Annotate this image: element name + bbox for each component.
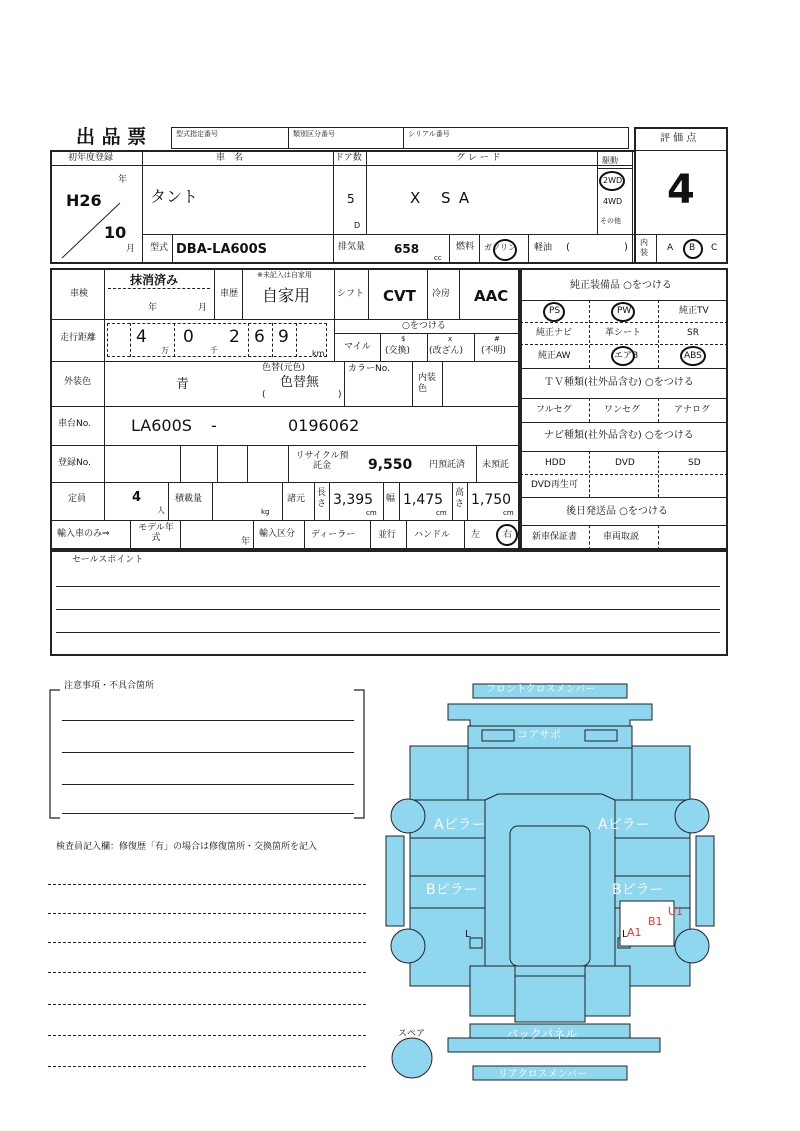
interior-label: 内装 <box>640 238 648 257</box>
back-panel-label: バックパネル <box>506 1027 578 1041</box>
recycle-label: リサイクル預託金 <box>295 451 349 471</box>
equip-navi: 純正ナビ <box>536 328 573 338</box>
l-mark-right: L <box>622 929 628 940</box>
doors-unit: D <box>354 221 361 230</box>
load-unit: kg <box>261 508 270 516</box>
core-support-label: コアサポ <box>517 728 561 741</box>
chassis-prefix: LA600S <box>131 416 192 435</box>
mileage-mile: マイル <box>344 342 371 352</box>
interior-color-label: 内装色 <box>418 373 437 394</box>
front-cross-label: フロントクロスメンバー <box>486 684 596 695</box>
equip-abs-circle <box>680 346 706 366</box>
capacity-value: 4 <box>132 490 142 505</box>
fuel-label: 燃料 <box>456 242 475 252</box>
wheel-front-right <box>675 799 709 833</box>
later-warranty: 新車保証書 <box>532 532 578 542</box>
inspection-year-unit: 年 <box>148 303 158 313</box>
recycle-not: 未預託 <box>482 460 510 470</box>
import-parallel: 並行 <box>378 530 397 540</box>
front-bumper-member <box>448 704 652 726</box>
left-side-sill <box>386 836 404 926</box>
serial-no-label: シリアル番号 <box>408 130 450 138</box>
a-pillar-left-label: Aピラー <box>434 817 486 833</box>
mileage-sen-unit: 千 <box>210 346 218 355</box>
rating-label: 評 価 点 <box>660 133 697 144</box>
inspection-status: 抹消済み <box>130 273 179 287</box>
chassis-label: 車台No. <box>58 419 91 429</box>
rear-floor-left <box>470 966 515 1016</box>
color-no-label: カラーNo. <box>348 364 390 374</box>
color-value: 青 <box>176 377 190 392</box>
ac-label: 冷房 <box>432 289 451 299</box>
header-id-row <box>171 127 629 149</box>
equipment-title: 純正装備品 ○をつける <box>570 280 672 291</box>
b-pillar-left-label: Bピラー <box>426 882 478 898</box>
mileage-digit-4: 6 <box>254 327 265 347</box>
engine-bay <box>468 748 632 800</box>
interior-b: B <box>689 243 696 253</box>
grade-value: X SA <box>410 189 478 207</box>
equip-tv: 純正TV <box>679 306 709 316</box>
right-side-sill <box>696 836 714 926</box>
model-label: 型式 <box>150 243 169 253</box>
first-reg-label: 初年度登録 <box>68 153 114 163</box>
mileage-digit-3: 2 <box>229 327 240 347</box>
car-name-value: タント <box>150 187 199 206</box>
damage-b1: B1 <box>648 915 663 928</box>
import-type-label: 輸入区分 <box>259 529 296 539</box>
repaint-value: 色替無 <box>280 375 320 390</box>
inspector-label: 検査員記入欄：修復歴「有」の場合は修復箇所・交換箇所を記入 <box>56 842 318 852</box>
wheel-front-left <box>391 799 425 833</box>
registration-label: 登録No. <box>58 458 91 468</box>
drive-4wd: 4WD <box>603 197 623 206</box>
interior-b-circle <box>683 239 703 259</box>
tv-analog: アナログ <box>674 405 711 415</box>
handle-right: 右 <box>503 530 513 540</box>
caution-bracket <box>46 681 368 824</box>
rating-value: 4 <box>667 167 695 213</box>
navi-sd: SD <box>688 458 701 468</box>
fuel-paren-close: ) <box>624 242 628 253</box>
inspection-month-unit: 月 <box>198 303 208 313</box>
capacity-unit: 人 <box>157 506 165 515</box>
month-unit: 月 <box>126 244 136 254</box>
era-year: H26 <box>66 191 102 210</box>
category-no-label: 類別区分番号 <box>293 130 335 138</box>
mileage-unknown: (不明) <box>481 346 507 356</box>
drive-label: 駆動 <box>602 156 618 165</box>
repaint-label: 色替(元色) <box>262 363 306 373</box>
tv-fullseg: フルセグ <box>536 405 572 415</box>
repaint-paren-close: ) <box>338 390 342 400</box>
navi-title: ナビ種類(社外品含む) ○をつける <box>544 430 694 441</box>
navi-dvd-play: DVD再生可 <box>531 480 578 490</box>
height-unit: cm <box>503 509 514 517</box>
mileage-km-unit: km <box>312 349 325 358</box>
exchange-sym: $ <box>401 335 406 343</box>
model-value: DBA-LA600S <box>176 242 267 257</box>
sales-point-box <box>50 550 728 656</box>
equip-sr: SR <box>687 328 699 338</box>
history-label: 車歴 <box>220 289 239 299</box>
drive-2wd-circle <box>599 171 625 191</box>
mileage-digit-2: 0 <box>183 327 194 347</box>
fuel-diesel: 軽油 <box>534 243 553 253</box>
displacement-unit: cc <box>434 254 442 262</box>
mileage-exchange: (交換) <box>385 346 411 356</box>
mileage-circle-note: ○をつける <box>402 321 446 331</box>
mileage-digit-5: 9 <box>278 327 289 347</box>
equip-pw-circle <box>611 302 635 322</box>
dims-label: 諸元 <box>287 494 306 504</box>
navi-dvd: DVD <box>615 458 635 468</box>
month-value: 10 <box>104 223 127 242</box>
unknown-sym: # <box>494 335 500 343</box>
handle-left: 左 <box>471 530 481 540</box>
capacity-label: 定員 <box>68 494 87 504</box>
doors-value: 5 <box>347 192 355 206</box>
damage-a1: A1 <box>627 926 642 939</box>
car-name-label: 車 名 <box>216 153 244 163</box>
drive-2wd: 2WD <box>603 176 623 185</box>
equip-aw: 純正AW <box>538 351 571 361</box>
length-unit: cm <box>366 509 377 517</box>
rear-quarter-damaged <box>620 901 674 946</box>
history-note: ※未記入は自家用 <box>257 271 312 279</box>
equip-airbag-circle <box>611 346 635 366</box>
mileage-label: 走行距離 <box>60 333 97 343</box>
handle-label: ハンドル <box>414 530 451 540</box>
equip-abs: ABS <box>684 351 702 361</box>
ac-value: AAC <box>474 287 509 305</box>
mileage-digit-1: 4 <box>136 327 147 347</box>
a-pillar-right-label: Aピラー <box>598 817 650 833</box>
tv-title: ＴＶ種類(社外品含む) ○をつける <box>544 377 694 388</box>
history-value: 自家用 <box>262 286 311 305</box>
displacement-label: 排気量 <box>338 242 366 252</box>
width-label: 幅 <box>386 494 396 504</box>
damage-u1: U1 <box>668 905 684 918</box>
color-label: 外装色 <box>64 377 92 387</box>
navi-hdd: HDD <box>545 458 566 468</box>
trunk-floor <box>515 976 585 1022</box>
tv-oneseg: ワンセグ <box>604 405 641 415</box>
inspection-label: 車検 <box>70 289 89 299</box>
height-label: 高さ <box>455 488 465 509</box>
interior-a: A <box>667 243 674 253</box>
width-unit: cm <box>436 509 447 517</box>
wheel-rear-right <box>675 929 709 963</box>
spare-tire <box>392 1038 432 1078</box>
spare-label: スペア <box>398 1029 426 1039</box>
mileage-man-unit: 万 <box>161 346 169 355</box>
displacement-value: 658 <box>394 242 420 256</box>
model-year-label: モデル年式 <box>138 523 174 543</box>
rear-cross-label: リアクロスメンバー <box>498 1069 587 1080</box>
rear-floor-right <box>585 966 630 1016</box>
handle-right-circle <box>496 524 518 546</box>
width-value: 1,475 <box>403 492 444 508</box>
repaint-paren-open: ( <box>262 390 266 400</box>
equip-ps: PS <box>549 306 561 316</box>
height-value: 1,750 <box>471 492 512 508</box>
later-title: 後日発送品 ○をつける <box>566 506 668 517</box>
sheet-title: 出 品 票 <box>76 126 147 148</box>
roof-panel <box>485 794 615 986</box>
chassis-dash: - <box>211 416 217 435</box>
altered-sym: x <box>448 335 453 343</box>
fuel-gasoline-circle <box>493 239 517 261</box>
length-value: 3,395 <box>333 492 374 508</box>
front-left-apron <box>410 746 468 800</box>
caution-label: 注意事項・不具合箇所 <box>64 681 155 691</box>
recycle-done: 円預託済 <box>429 460 466 470</box>
sales-point-label: セールスポイント <box>72 555 144 565</box>
l-mark-left: L <box>465 929 471 940</box>
b-pillar-right-label: Bピラー <box>612 882 664 898</box>
equip-ps-circle <box>543 302 565 322</box>
fuel-paren-open: ( <box>566 242 570 253</box>
length-label: 長さ <box>317 488 327 509</box>
equip-leather: 革シート <box>605 328 642 338</box>
year-unit: 年 <box>118 175 128 185</box>
import-dealer: ディーラー <box>311 530 356 540</box>
import-label: 輸入車のみ⇒ <box>57 529 110 539</box>
front-right-apron <box>632 746 690 800</box>
doors-label: ドア数 <box>335 153 362 163</box>
model-type-no-label: 型式指定番号 <box>176 130 218 138</box>
mileage-altered: (改ざん) <box>429 346 464 356</box>
shift-value: CVT <box>383 287 416 305</box>
recycle-value: 9,550 <box>368 457 413 473</box>
shift-label: シフト <box>337 289 365 299</box>
fuel-gasoline: ガソリン <box>484 243 516 252</box>
load-label: 積載量 <box>175 494 203 504</box>
chassis-number: 0196062 <box>288 416 360 435</box>
equip-airbag: エアB <box>614 351 639 361</box>
import-year-unit: 年 <box>241 537 251 547</box>
drive-other: その他 <box>600 217 621 225</box>
detail-table <box>50 268 520 550</box>
equip-pw: PW <box>617 306 632 316</box>
grade-label: グ レ ー ド <box>456 153 501 163</box>
wheel-rear-left <box>391 929 425 963</box>
interior-c: C <box>711 243 718 253</box>
later-manual: 車両取説 <box>603 532 640 542</box>
